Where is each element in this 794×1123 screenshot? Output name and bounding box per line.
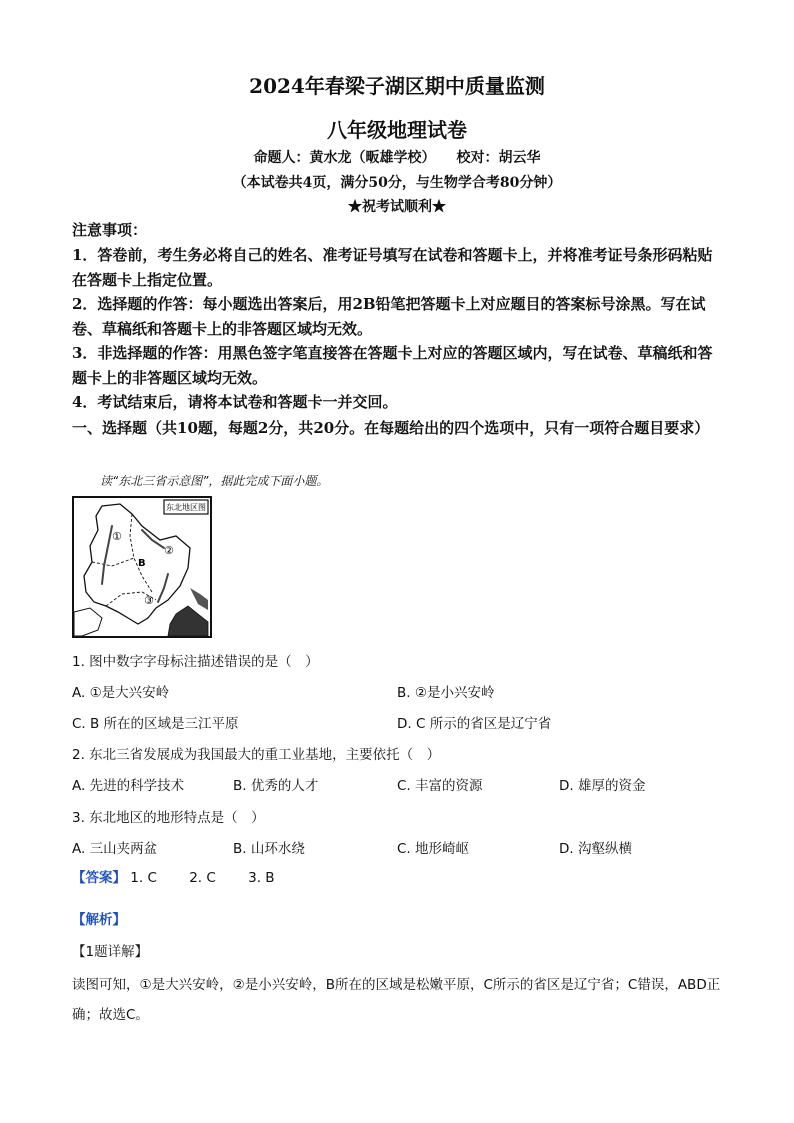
analysis-subheading: 【1题详解】 [72, 944, 149, 960]
exam-subtitle: 八年级地理试卷 [327, 118, 467, 142]
question-3-stem: 3. 东北地区的地形特点是（ ） [72, 810, 265, 826]
q2-option-a: A. 先进的科学技术 [72, 778, 185, 794]
map-title: 东北地区图 [166, 503, 206, 512]
note-item: 1．答卷前，考生务必将自己的姓名、准考证号填写在试卷和答题卡上，并将准考证号条形码粘贴在答题卡上指定位置。 [72, 246, 713, 289]
notes-list [72, 243, 722, 415]
answer-value: 2. C [189, 870, 216, 886]
q1-option-c: C. B 所在的区域是三江平原 [72, 716, 239, 732]
note-item: 2．选择题的作答：每小题选出答案后，用2B铅笔把答题卡上对应题目的答案标号涂黑。写在试卷、草稿纸和答题卡上的非答题区域均无效。 [72, 295, 706, 338]
exam-title: 2024年春梁子湖区期中质量监测 [249, 74, 545, 98]
notes-heading: 注意事项： [72, 221, 148, 239]
note-item: 4．考试结束后，请将本试卷和答题卡一并交回。 [72, 393, 398, 411]
authors-line: 命题人：黄水龙（畈雄学校） 校对：胡云华 [253, 150, 541, 166]
q3-option-a: A. 三山夹两盆 [72, 841, 158, 857]
q2-option-b: B. 优秀的人才 [233, 778, 319, 794]
exam-meta: （本试卷共4页，满分50分，与生物学合考80分钟） [232, 175, 562, 191]
analysis-tag: 【解析】 [72, 912, 126, 928]
answer-tag: 【答案】 [72, 870, 126, 886]
q1-option-b: B. ②是小兴安岭 [397, 685, 495, 701]
analysis-text: 读图可知，①是大兴安岭，②是小兴安岭，B所在的区域是松嫩平原，C所示的省区是辽宁省；C错误，ABD正确；故选C。 [72, 977, 721, 1023]
q2-option-c: C. 丰富的资源 [397, 778, 483, 794]
blessing-line: ★祝考试顺利★ [348, 199, 446, 215]
question-2-stem: 2. 东北三省发展成为我国最大的重工业基地，主要依托（ ） [72, 747, 441, 763]
q2-option-d: D. 雄厚的资金 [559, 778, 646, 794]
map-label-1: ① [112, 530, 122, 543]
answer-value: 1. C [130, 870, 157, 886]
answer-line [72, 866, 303, 886]
question-1-stem: 1. 图中数字字母标注描述错误的是（ ） [72, 654, 319, 670]
q1-option-a: A. ①是大兴安岭 [72, 685, 170, 701]
section-heading: 一、选择题（共10题，每题2分，共20分。在每题给出的四个选项中，只有一项符合题目要求） [72, 419, 710, 437]
answer-value: 3. B [248, 870, 275, 886]
q3-option-d: D. 沟壑纵横 [559, 841, 632, 857]
map-label-2: ② [164, 544, 174, 557]
q3-option-b: B. 山环水绕 [233, 841, 305, 857]
map-label-b: B [138, 558, 146, 569]
note-item: 3．非选择题的作答：用黑色签字笔直接答在答题卡上对应的答题区域内，写在试卷、草稿纸和答题卡上的非答题区域均无效。 [72, 344, 713, 387]
q3-option-c: C. 地形崎岖 [397, 841, 470, 857]
map-label-3: ③ [144, 594, 154, 607]
northeast-map [72, 496, 212, 638]
figure-caption: 读“东北三省示意图”，据此完成下面小题。 [100, 474, 329, 488]
q1-option-d: D. C 所示的省区是辽宁省 [397, 716, 552, 732]
